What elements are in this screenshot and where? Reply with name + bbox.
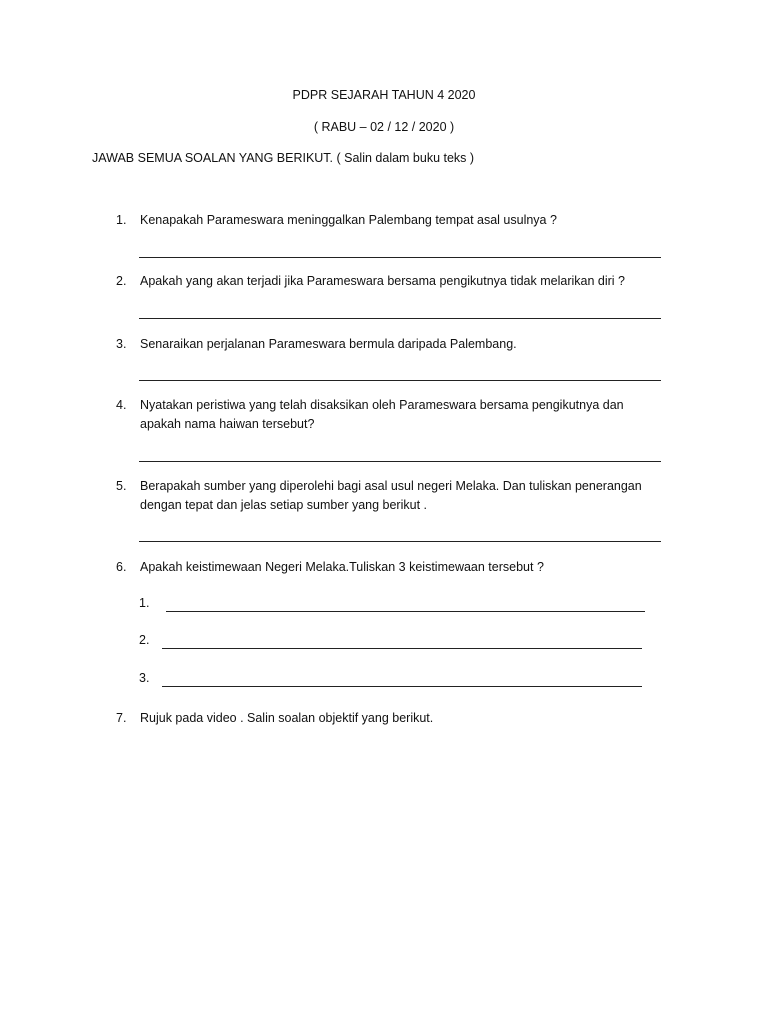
sub-answer-1 bbox=[139, 596, 659, 616]
question-number: 6. bbox=[116, 560, 127, 574]
question-text: Berapakah sumber yang diperolehi bagi asal usul negeri Melaka. Dan tuliskan penerangan dengan tepat dan jelas setiap sumber yang berikut . bbox=[140, 479, 642, 512]
question-number: 5. bbox=[116, 479, 127, 493]
instruction-text: JAWAB SEMUA SOALAN YANG BERIKUT. ( Salin dalam buku teks ) bbox=[92, 151, 475, 165]
sub-answer-3 bbox=[139, 671, 659, 691]
question-text: Rujuk pada video . Salin soalan objektif yang berikut. bbox=[140, 711, 434, 725]
question-number: 4. bbox=[116, 398, 127, 412]
question-number: 2. bbox=[116, 274, 127, 288]
answer-line-4 bbox=[139, 461, 661, 462]
question-text: Nyatakan peristiwa yang telah disaksikan oleh Parameswara bersama pengikutnya dan apakah nama haiwan tersebut? bbox=[140, 398, 624, 431]
answer-line-5 bbox=[139, 541, 661, 542]
sub-answer-line bbox=[162, 648, 642, 649]
worksheet-date: ( RABU – 02 / 12 / 2020 ) bbox=[313, 120, 455, 134]
question-text: Senaraikan perjalanan Parameswara bermula daripada Palembang. bbox=[140, 337, 517, 351]
answer-line-3 bbox=[139, 380, 661, 381]
worksheet-title: PDPR SEJARAH TAHUN 4 2020 bbox=[292, 88, 476, 102]
question-text: Kenapakah Parameswara meninggalkan Palembang tempat asal usulnya ? bbox=[140, 213, 557, 227]
sub-answer-number: 2. bbox=[139, 633, 150, 647]
answer-line-2 bbox=[139, 318, 661, 319]
sub-answer-line bbox=[166, 611, 645, 612]
question-text: Apakah keistimewaan Negeri Melaka.Tuliskan 3 keistimewaan tersebut ? bbox=[140, 560, 544, 574]
sub-answer-2 bbox=[139, 633, 659, 653]
sub-answer-line bbox=[162, 686, 642, 687]
sub-answer-number: 1. bbox=[139, 596, 150, 610]
question-number: 3. bbox=[116, 337, 127, 351]
question-text: Apakah yang akan terjadi jika Parameswara bersama pengikutnya tidak melarikan diri ? bbox=[140, 274, 625, 288]
sub-answer-number: 3. bbox=[139, 671, 150, 685]
question-number: 7. bbox=[116, 711, 127, 725]
answer-line-1 bbox=[139, 257, 661, 258]
question-number: 1. bbox=[116, 213, 127, 227]
